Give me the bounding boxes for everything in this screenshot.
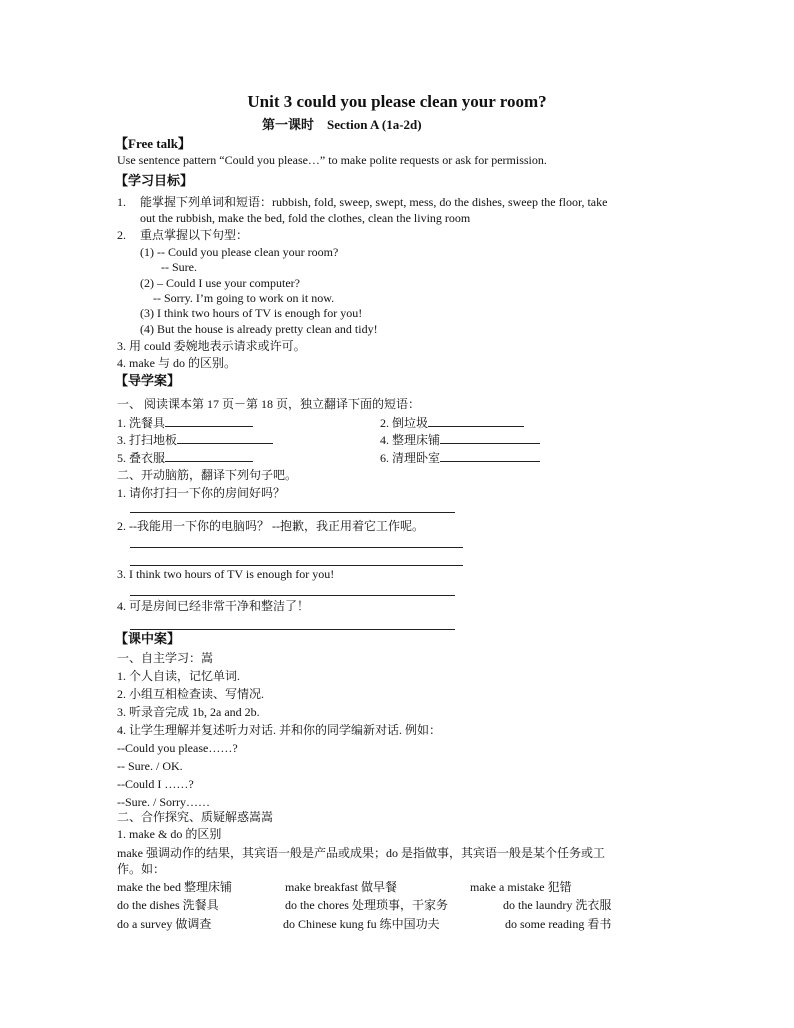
answer-line[interactable] xyxy=(130,547,463,548)
example-phrase: do the dishes 洗餐具 xyxy=(117,898,219,912)
example-phrase: make a mistake 犯错 xyxy=(470,880,572,894)
answer-blank[interactable] xyxy=(440,432,540,444)
class-part2-title: 二、合作探究、质疑解惑嵩嵩 xyxy=(117,810,274,824)
phrase-label: 5. 叠衣服 xyxy=(117,451,166,465)
translate-sentence: 3. I think two hours of TV is enough for you! xyxy=(117,567,335,581)
phrase-label: 3. 打扫地板 xyxy=(117,433,178,447)
example-phrase: make breakfast 做早餐 xyxy=(285,880,397,894)
translate-sentence: 2. --我能用一下你的电脑吗？ --抱歉，我正用着它工作呢。 xyxy=(117,519,424,533)
phrase-item xyxy=(380,415,524,430)
class-step: 4. 让学生理解并复述听力对话. 并和你的同学编新对话. 例如： xyxy=(117,723,442,737)
translate-sentence: 4. 可是房间已经非常干净和整洁了！ xyxy=(117,599,310,613)
guide-part1-title: 一、 阅读课本第 17 页－第 18 页，独立翻译下面的短语： xyxy=(117,397,421,411)
objective-2-number: 2. xyxy=(117,228,126,242)
example-phrase: do the laundry 洗衣服 xyxy=(503,898,612,912)
phrase-label: 1. 洗餐具 xyxy=(117,416,166,430)
pattern-line: (4) But the house is already pretty clean and tidy! xyxy=(140,322,378,336)
guide-part2-title: 二、开动脑筋，翻译下列句子吧。 xyxy=(117,468,298,482)
objective-1-line1: 能掌握下列单词和短语：rubbish, fold, sweep, swept, mess, do the dishes, sweep the floor, take xyxy=(140,195,608,209)
phrase-item xyxy=(117,450,253,465)
example-phrase: make the bed 整理床铺 xyxy=(117,880,232,894)
answer-blank[interactable] xyxy=(165,450,253,462)
dialogue-example: --Could I ……? xyxy=(117,777,194,791)
dialogue-example: -- Sure. / OK. xyxy=(117,759,183,773)
example-phrase: do some reading 看书 xyxy=(505,917,612,931)
make-do-explanation-line1: make 强调动作的结果，其宾语一般是产品或成果；do 是指做事，其宾语一般是某个任务或工 xyxy=(117,846,605,860)
answer-blank[interactable] xyxy=(428,415,524,427)
objective-4: 4. make 与 do 的区别。 xyxy=(117,356,236,370)
pattern-line: (2) – Could I use your computer? xyxy=(140,276,300,290)
translate-sentence: 1. 请你打扫一下你的房间好吗？ xyxy=(117,486,286,500)
phrase-label: 2. 倒垃圾 xyxy=(380,416,429,430)
lesson-subtitle: 第一课时 Section A (1a-2d) xyxy=(262,117,422,132)
phrase-label: 4. 整理床铺 xyxy=(380,433,441,447)
class-step: 2. 小组互相检查读、写情况. xyxy=(117,687,265,701)
pattern-line: (3) I think two hours of TV is enough for you! xyxy=(140,306,363,320)
make-do-title: 1. make & do 的区别 xyxy=(117,827,222,841)
pattern-line: (1) -- Could you please clean your room? xyxy=(140,245,339,259)
example-phrase: do Chinese kung fu 练中国功夫 xyxy=(283,917,440,931)
objective-2-text: 重点掌握以下句型： xyxy=(140,228,249,242)
phrase-item xyxy=(117,432,273,447)
pattern-line: -- Sorry. I’m going to work on it now. xyxy=(153,291,335,305)
guide-heading: 【导学案】 xyxy=(115,373,181,388)
answer-blank[interactable] xyxy=(165,415,253,427)
objective-3: 3. 用 could 委婉地表示请求或许可。 xyxy=(117,339,306,353)
example-phrase: do the chores 处理琐事，干家务 xyxy=(285,898,448,912)
document-title: Unit 3 could you please clean your room? xyxy=(247,92,547,111)
phrase-item xyxy=(380,450,540,465)
phrase-item xyxy=(380,432,540,447)
example-phrase: do a survey 做调查 xyxy=(117,917,212,931)
objective-1-number: 1. xyxy=(117,195,126,209)
answer-blank[interactable] xyxy=(177,432,273,444)
class-part1-title: 一、自主学习：嵩 xyxy=(117,651,214,665)
class-step: 3. 听录音完成 1b, 2a and 2b. xyxy=(117,705,260,719)
answer-line[interactable] xyxy=(130,595,455,596)
answer-blank[interactable] xyxy=(440,450,540,462)
make-do-explanation-line2: 作。如： xyxy=(117,862,166,876)
objective-1-line2: out the rubbish, make the bed, fold the clothes, clean the living room xyxy=(140,211,471,225)
objectives-heading: 【学习目标】 xyxy=(115,173,194,188)
phrase-label: 6. 清理卧室 xyxy=(380,451,441,465)
free-talk-text: Use sentence pattern “Could you please…” to make polite requests or ask for permission. xyxy=(117,153,547,167)
answer-line[interactable] xyxy=(130,565,463,566)
class-heading: 【课中案】 xyxy=(115,631,181,646)
answer-line[interactable] xyxy=(130,512,455,513)
free-talk-heading: 【Free talk】 xyxy=(115,136,191,151)
pattern-line: -- Sure. xyxy=(161,260,197,274)
dialogue-example: --Could you please……? xyxy=(117,741,238,755)
dialogue-example: --Sure. / Sorry…… xyxy=(117,795,210,809)
class-step: 1. 个人自读，记忆单词. xyxy=(117,669,241,683)
answer-line[interactable] xyxy=(130,629,455,630)
phrase-item xyxy=(117,415,253,430)
